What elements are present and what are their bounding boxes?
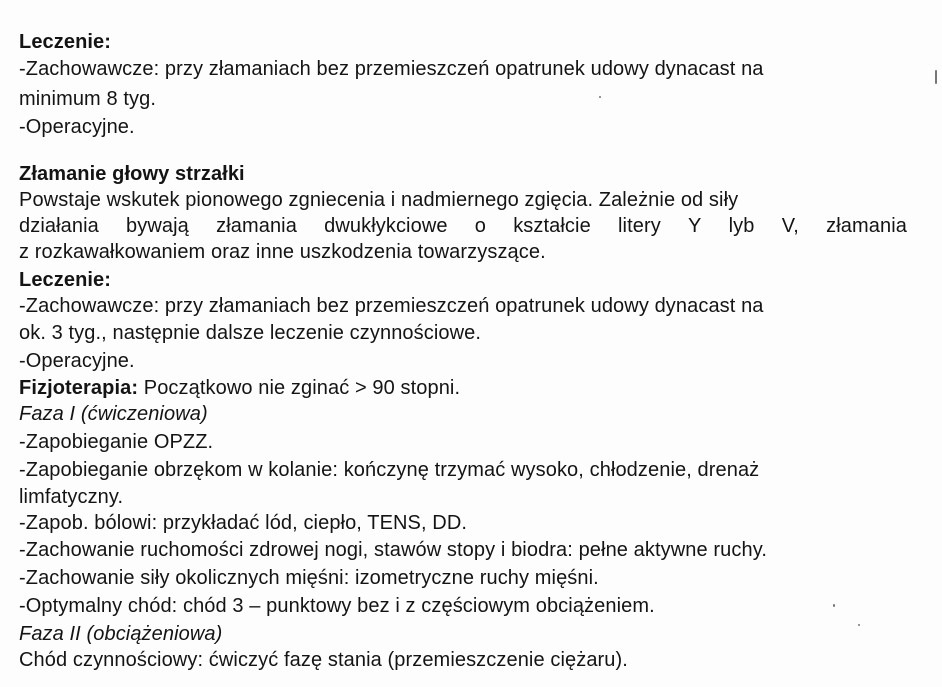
phase-1-item: -Zapobieganie obrzękom w kolanie: kończynę trzymać wysoko, chłodzenie, drenaż xyxy=(19,459,760,481)
physiotherapy-label: Fizjoterapia: xyxy=(19,377,139,399)
physiotherapy-line xyxy=(19,376,460,400)
scan-speck xyxy=(599,96,601,98)
word: lyb xyxy=(728,215,755,237)
word: bywają xyxy=(126,215,189,237)
phase-2-title: Faza II (obciążeniowa) xyxy=(19,623,223,645)
word: dwukłykciowe xyxy=(324,215,448,237)
word: V, xyxy=(781,215,799,237)
physiotherapy-text: Początkowo nie zginać > 90 stopni. xyxy=(138,377,461,399)
phase-1-title: Faza I (ćwiczeniowa) xyxy=(19,403,208,425)
phase-1-item: -Zachowanie siły okolicznych mięśni: izometryczne ruchy mięśni. xyxy=(19,567,599,589)
phase-1-item: -Zapobieganie OPZZ. xyxy=(19,431,214,453)
word: Y xyxy=(688,215,702,237)
word: o xyxy=(474,215,487,237)
scan-speck xyxy=(833,604,835,607)
description-line-2 xyxy=(19,214,907,238)
scan-speck xyxy=(858,624,860,626)
section-title-fibula-head-fracture: Złamanie głowy strzałki xyxy=(19,163,245,185)
conservative-treatment-2: -Zachowawcze: przy złamaniach bez przemieszczeń opatrunek udowy dynacast na xyxy=(19,295,764,317)
word: złamania xyxy=(826,215,907,237)
word: działania xyxy=(19,215,99,237)
word: złamania xyxy=(216,215,297,237)
scan-speck xyxy=(935,70,937,84)
phase-1-item: -Zachowanie ruchomości zdrowej nogi, stawów stopy i biodra: pełne aktywne ruchy. xyxy=(19,539,767,561)
conservative-treatment-1-cont: minimum 8 tyg. xyxy=(19,88,156,110)
phase-1-item-cont: limfatyczny. xyxy=(19,486,124,508)
description-line-1: Powstaje wskutek pionowego zgniecenia i nadmiernego zgięcia. Zależnie od siły xyxy=(19,189,739,211)
phase-1-item: -Zapob. bólowi: przykładać lód, ciepło, TENS, DD. xyxy=(19,512,468,534)
description-line-3: z rozkawałkowaniem oraz inne uszkodzenia towarzyszące. xyxy=(19,241,546,263)
phase-2-text: Chód czynnościowy: ćwiczyć fazę stania (przemieszczenie ciężaru). xyxy=(19,649,628,671)
conservative-treatment-2-cont: ok. 3 tyg., następnie dalsze leczenie czynnościowe. xyxy=(19,322,482,344)
word: litery xyxy=(617,215,661,237)
operative-treatment-1: -Operacyjne. xyxy=(19,116,135,138)
conservative-treatment-1: -Zachowawcze: przy złamaniach bez przemieszczeń opatrunek udowy dynacast na xyxy=(19,58,764,80)
treatment-heading-1: Leczenie: xyxy=(19,31,112,53)
operative-treatment-2: -Operacyjne. xyxy=(19,350,135,372)
phase-1-item: -Optymalny chód: chód 3 – punktowy bez i z częściowym obciążeniem. xyxy=(19,595,655,617)
word: kształcie xyxy=(513,215,591,237)
treatment-heading-2: Leczenie: xyxy=(19,269,112,291)
